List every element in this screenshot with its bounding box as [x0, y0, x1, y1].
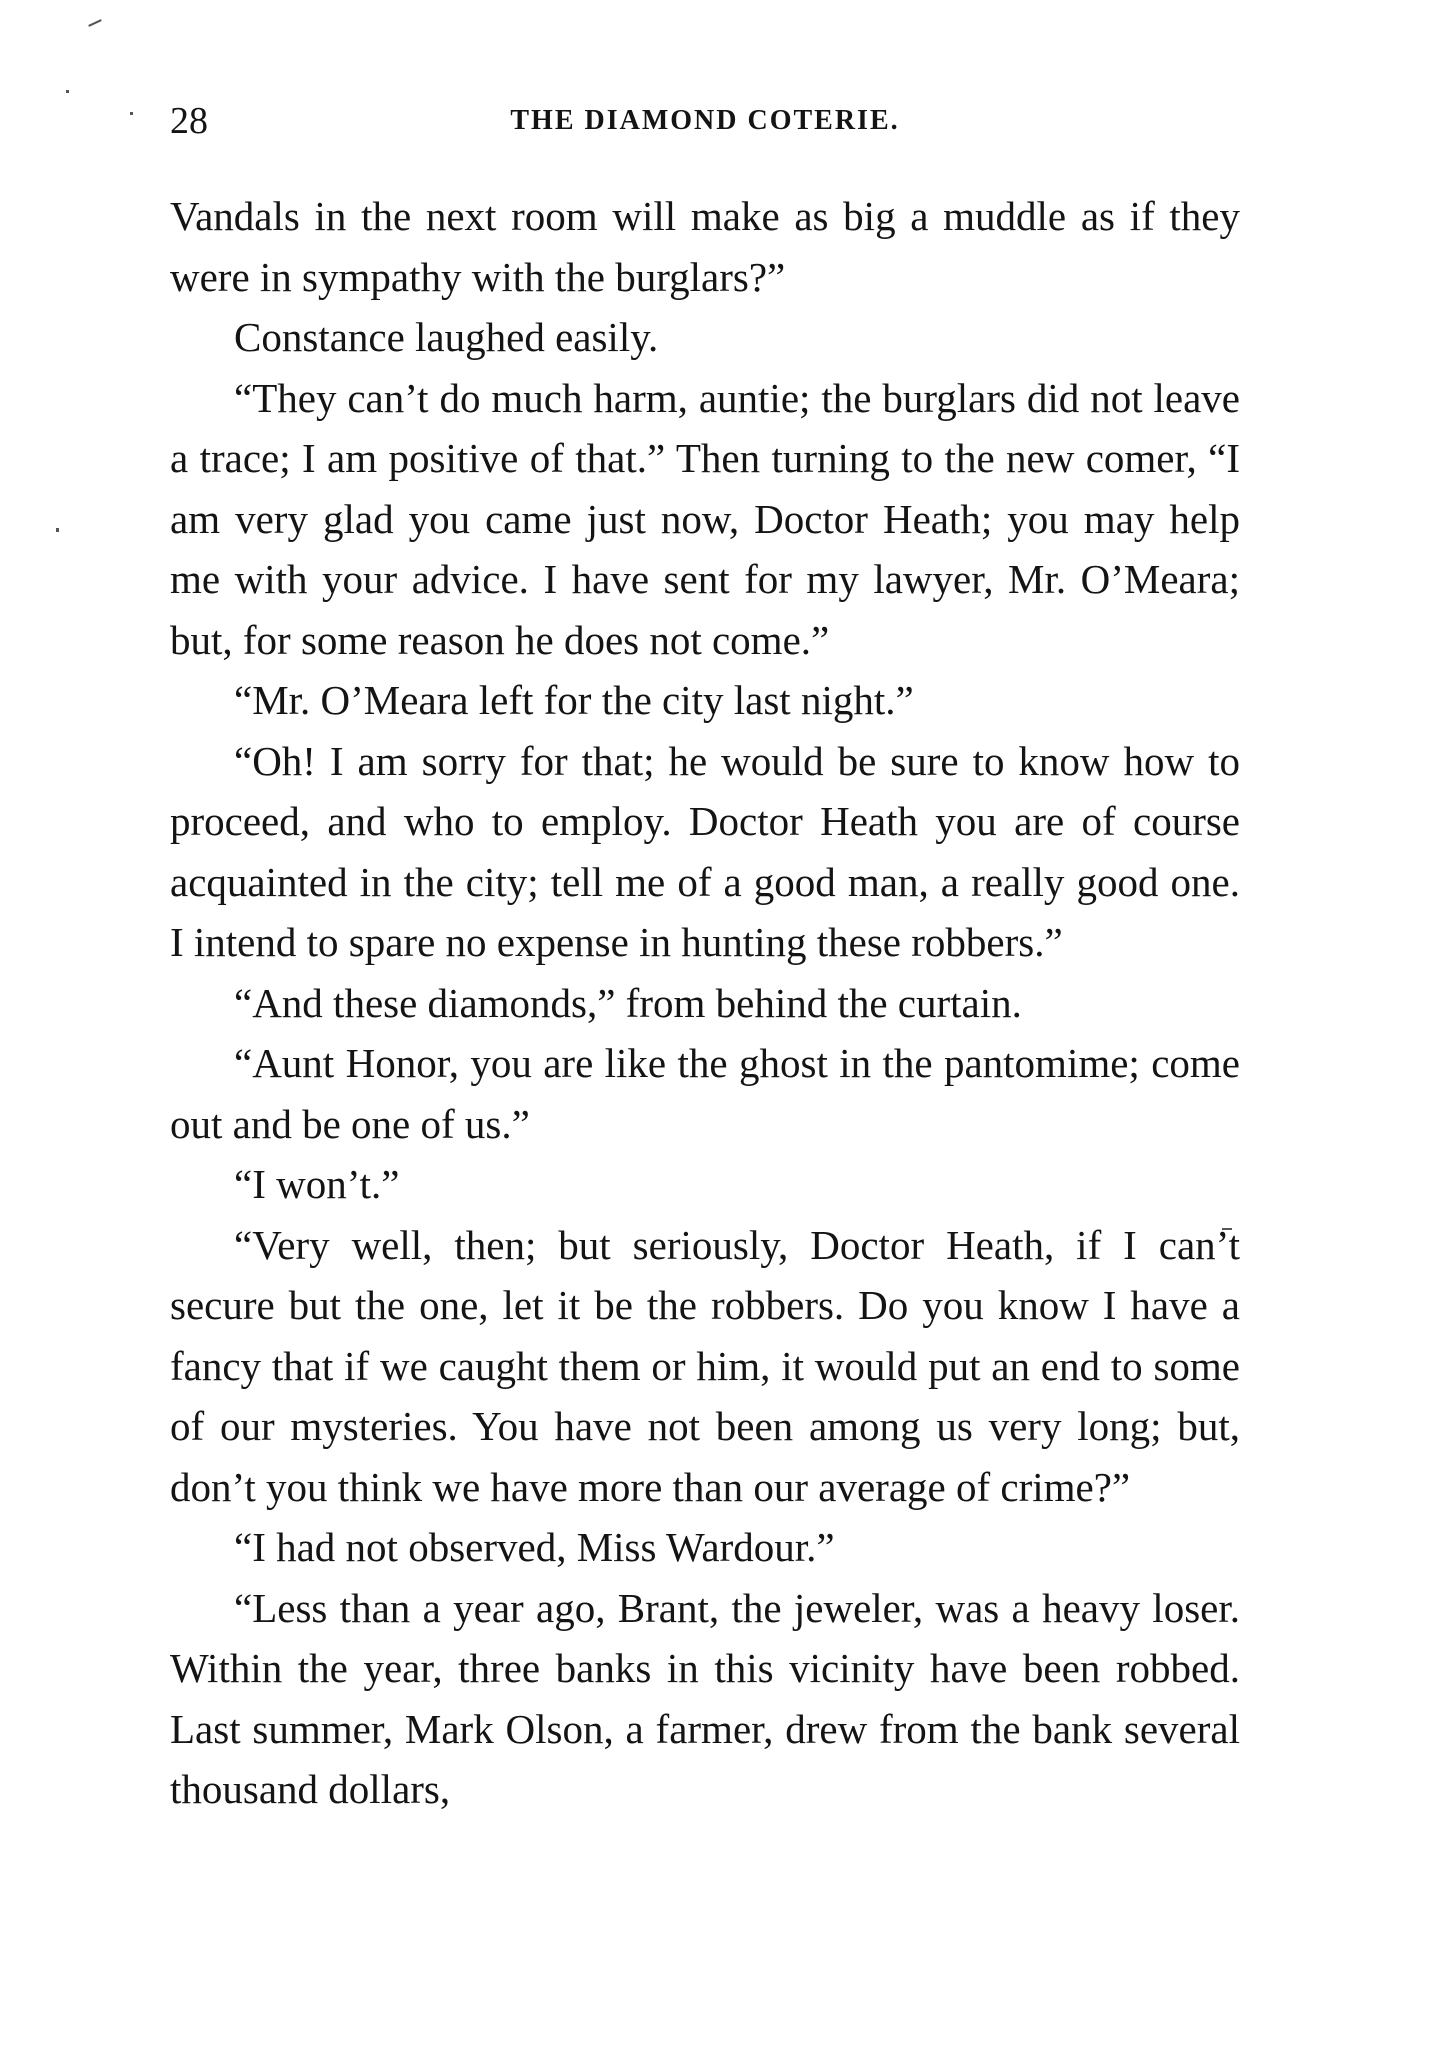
paragraph: “Less than a year ago, Brant, the jeweler, was a heavy loser. Within the year, three banks in this vicinity have been robbed. Last summer, Mark Olson, a farmer, drew from the bank several thousand dollars,	[170, 1584, 1240, 1812]
running-title: THE DIAMOND COTERIE.	[510, 105, 900, 136]
paragraph: “I had not observed, Miss Wardour.”	[234, 1524, 835, 1570]
margin-speck	[130, 112, 133, 115]
paragraph: “Mr. O’Meara left for the city last night.”	[234, 677, 914, 723]
paragraph-continuation: Vandals in the next room will make as big a muddle as if they were in sympathy with the burglars?”	[170, 193, 1240, 300]
page-header	[170, 96, 1240, 146]
margin-speck	[56, 528, 59, 532]
paragraph: “I won’t.”	[234, 1161, 400, 1207]
paragraph: “Oh! I am sorry for that; he would be sure to know how to proceed, and who to employ. Doctor Heath you are of course acquainted in the city; tell me of a good man, a really good one. I intend to spare no expense in hunting these robbers.”	[170, 737, 1240, 965]
margin-speck	[66, 90, 69, 93]
body-text	[170, 186, 1240, 1820]
paragraph: “They can’t do much harm, auntie; the burglars did not leave a trace; I am positive of that.” Then turning to the new comer, “I am very glad you came just now, Doctor Heath; you may help me with your advice. I have sent for my lawyer, Mr. O’Meara; but, for some reason he does not come.”	[170, 374, 1240, 663]
paragraph: Constance laughed easily.	[234, 314, 659, 360]
paragraph: “Very well, then; but seriously, Doctor Heath, if I can’t secure but the one, let it be the robbers. Do you know I have a fancy that if we caught them or him, it would put an end to some of our mysteries. You have not been among us very long; but, don’t you think we have more than our average of crime?”	[170, 1221, 1240, 1510]
paragraph: “And these diamonds,” from behind the curtain.	[234, 979, 1022, 1026]
paragraph: “Aunt Honor, you are like the ghost in the pantomime; come out and be one of us.”	[170, 1040, 1240, 1147]
margin-speck	[88, 19, 102, 27]
page-number: 28	[170, 100, 208, 142]
